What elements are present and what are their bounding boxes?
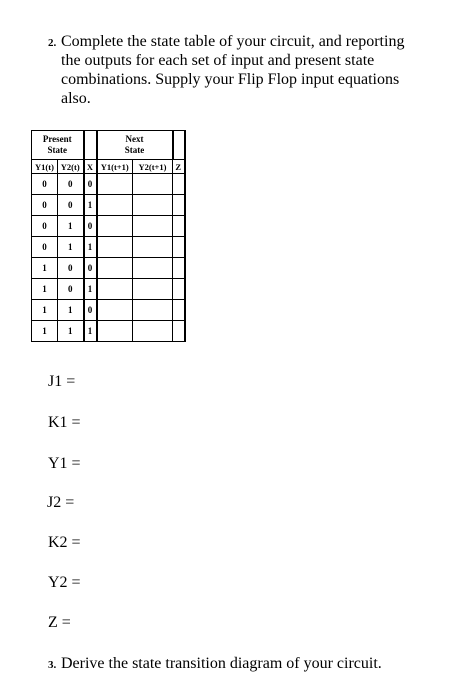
- table-cell: 1: [84, 279, 97, 300]
- table-cell-blank[interactable]: [97, 258, 133, 279]
- equation-line: K2 =: [48, 534, 81, 551]
- question-2-text: Complete the state table of your circuit, and reporting the outputs for each set of input and present state combinations. Supply your Flip Flop input equations also.: [61, 33, 405, 107]
- table-cell: 1: [84, 237, 97, 258]
- next-state-header: Next State: [97, 131, 173, 160]
- table-cell: 0: [84, 300, 97, 321]
- table-cell: 0: [58, 174, 84, 195]
- table-cell: 1: [58, 300, 84, 321]
- table-cell-blank[interactable]: [133, 258, 173, 279]
- state-table-body: [32, 174, 185, 342]
- table-row: [32, 174, 185, 195]
- table-cell: 1: [58, 237, 84, 258]
- table-row: [32, 195, 185, 216]
- col-header-y2t1: Y2(t+1): [133, 160, 173, 174]
- table-cell: 0: [58, 195, 84, 216]
- table-cell-blank[interactable]: [133, 216, 173, 237]
- equation-line: Y2 =: [48, 574, 81, 591]
- table-cell: 0: [32, 237, 58, 258]
- table-cell: 0: [58, 258, 84, 279]
- table-cell-blank[interactable]: [133, 321, 173, 342]
- table-row: [32, 300, 185, 321]
- table-cell-blank[interactable]: [97, 216, 133, 237]
- table-cell-blank[interactable]: [173, 321, 185, 342]
- table-cell-blank[interactable]: [97, 237, 133, 258]
- present-state-header: Present State: [32, 131, 84, 160]
- table-cell: 1: [32, 321, 58, 342]
- table-cell-blank[interactable]: [173, 174, 185, 195]
- equation-line: K1 =: [48, 414, 81, 431]
- state-table: [31, 130, 186, 342]
- table-cell-blank[interactable]: [97, 321, 133, 342]
- input-header-spacer: [84, 131, 97, 160]
- state-table-group-header-row: [32, 131, 185, 160]
- table-row: [32, 216, 185, 237]
- table-cell-blank[interactable]: [97, 195, 133, 216]
- equation-line: Z =: [48, 614, 71, 631]
- table-row: [32, 279, 185, 300]
- table-cell: 1: [32, 258, 58, 279]
- question-3-number: 3.: [48, 659, 57, 671]
- table-cell: 0: [32, 195, 58, 216]
- table-cell: 0: [32, 216, 58, 237]
- table-cell-blank[interactable]: [173, 237, 185, 258]
- table-cell-blank[interactable]: [173, 195, 185, 216]
- table-row: [32, 321, 185, 342]
- table-row: [32, 237, 185, 258]
- col-header-y2t: Y2(t): [58, 160, 84, 174]
- table-cell-blank[interactable]: [173, 279, 185, 300]
- table-cell-blank[interactable]: [97, 300, 133, 321]
- table-cell: 1: [84, 195, 97, 216]
- question-3-text: Derive the state transition diagram of your circuit.: [61, 655, 382, 672]
- table-cell: 0: [84, 174, 97, 195]
- col-header-z: Z: [173, 160, 185, 174]
- table-row: [32, 258, 185, 279]
- col-header-y1t1: Y1(t+1): [97, 160, 133, 174]
- table-cell: 1: [32, 279, 58, 300]
- col-header-y1t: Y1(t): [32, 160, 58, 174]
- table-cell: 0: [58, 279, 84, 300]
- table-cell-blank[interactable]: [97, 279, 133, 300]
- equation-line: J1 =: [48, 373, 76, 390]
- table-cell-blank[interactable]: [133, 300, 173, 321]
- table-cell: 0: [32, 174, 58, 195]
- table-cell-blank[interactable]: [133, 279, 173, 300]
- table-cell-blank[interactable]: [133, 237, 173, 258]
- col-header-x: X: [84, 160, 97, 174]
- table-cell: 1: [32, 300, 58, 321]
- table-cell: 1: [58, 216, 84, 237]
- question-2-number: 2.: [48, 37, 57, 49]
- table-cell-blank[interactable]: [133, 174, 173, 195]
- table-cell: 1: [58, 321, 84, 342]
- table-cell: 1: [84, 321, 97, 342]
- equation-line: J2 =: [47, 494, 75, 511]
- output-header-spacer: [173, 131, 185, 160]
- state-table-column-header-row: [32, 160, 185, 174]
- table-cell-blank[interactable]: [173, 300, 185, 321]
- table-cell-blank[interactable]: [173, 216, 185, 237]
- table-cell: 0: [84, 258, 97, 279]
- table-cell-blank[interactable]: [133, 195, 173, 216]
- table-cell-blank[interactable]: [173, 258, 185, 279]
- table-cell: 0: [84, 216, 97, 237]
- equation-line: Y1 =: [48, 455, 81, 472]
- table-cell-blank[interactable]: [97, 174, 133, 195]
